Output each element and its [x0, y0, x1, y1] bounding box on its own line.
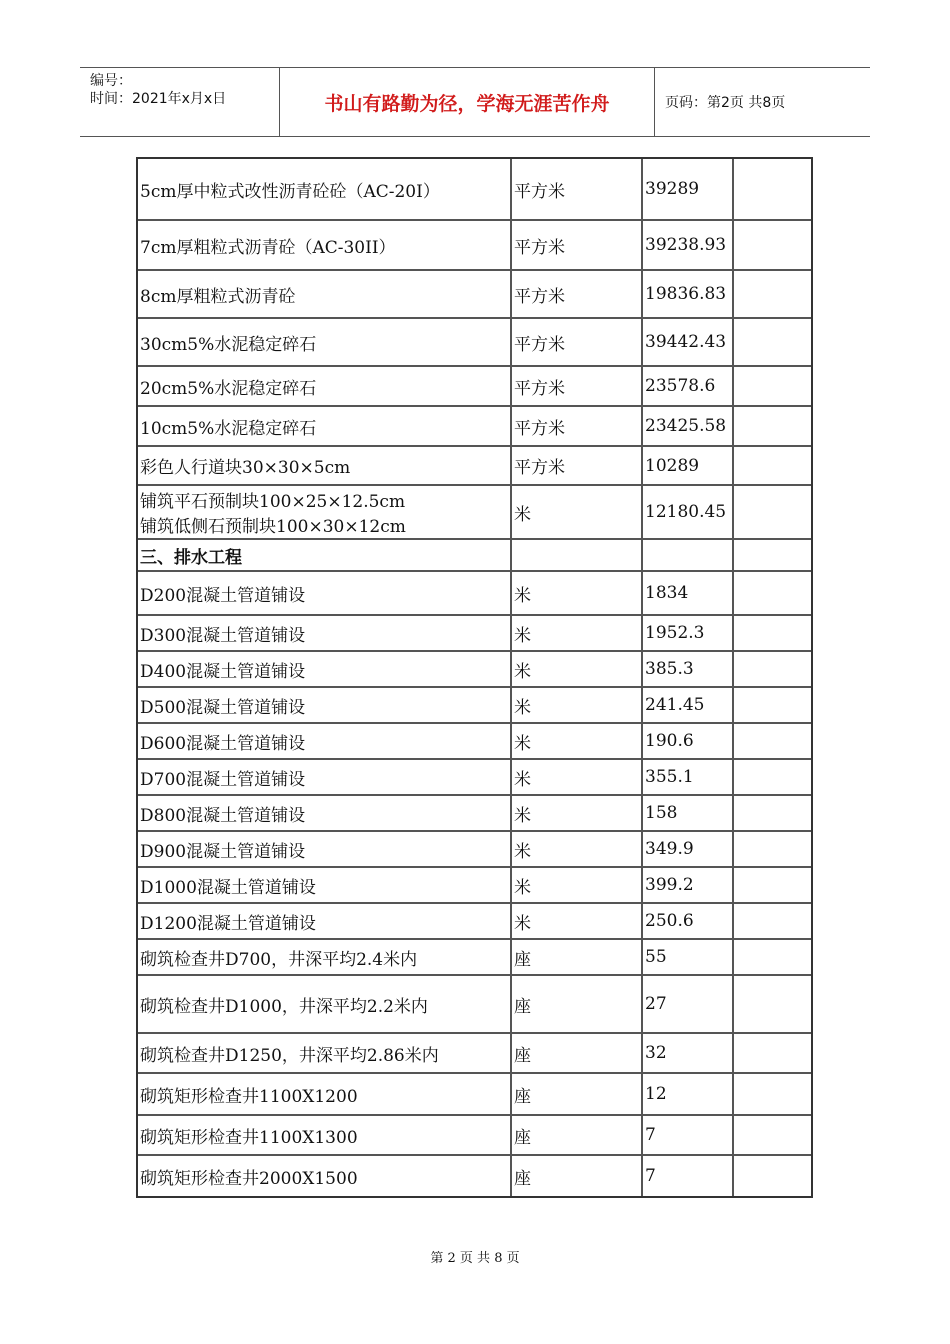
remark-cell	[734, 688, 811, 724]
quantity-cell: 23578.6	[643, 367, 734, 407]
unit-cell: 米	[512, 868, 643, 904]
remark-cell	[734, 796, 811, 832]
page-footer: 第 2 页 共 8 页	[430, 1251, 520, 1266]
item-name-cell	[138, 832, 512, 868]
item-name: D200混凝土管道铺设	[140, 585, 306, 606]
table-row	[138, 407, 811, 447]
quantity-cell: 1834	[643, 572, 734, 616]
quantity-cell: 23425.58	[643, 407, 734, 447]
item-name-cell	[138, 940, 512, 976]
item-name: 铺筑平石预制块100×25×12.5cm	[140, 492, 406, 512]
table-row	[138, 904, 811, 940]
unit-cell: 米	[512, 688, 643, 724]
item-name: 30cm5%水泥稳定碎石	[140, 334, 317, 355]
table-row	[138, 832, 811, 868]
table-row	[138, 221, 811, 271]
table-row	[138, 319, 811, 367]
item-name-cell	[138, 1156, 512, 1196]
remark-cell	[734, 319, 811, 367]
item-name: 砌筑矩形检查井1100X1300	[140, 1127, 358, 1148]
unit-cell: 米	[512, 724, 643, 760]
table-row	[138, 868, 811, 904]
unit-cell: 平方米	[512, 407, 643, 447]
quantity-cell: 7	[643, 1156, 734, 1196]
remark-cell	[734, 1116, 811, 1156]
remark-cell	[734, 1074, 811, 1116]
remark-cell	[734, 832, 811, 868]
quantity-cell: 250.6	[643, 904, 734, 940]
table-row	[138, 940, 811, 976]
table-row	[138, 688, 811, 724]
item-name-cell	[138, 447, 512, 486]
quantity-cell: 39442.43	[643, 319, 734, 367]
unit-cell: 平方米	[512, 367, 643, 407]
remark-cell	[734, 447, 811, 486]
quantity-cell: 32	[643, 1034, 734, 1074]
item-name: 5cm厚中粒式改性沥青砼砼（AC-20I）	[140, 181, 440, 202]
table-row	[138, 447, 811, 486]
item-name-cell	[138, 976, 512, 1034]
item-name: D1200混凝土管道铺设	[140, 913, 316, 934]
quantity-cell: 158	[643, 796, 734, 832]
item-name-cell	[138, 407, 512, 447]
item-name: 砌筑检查井D1250，井深平均2.86米内	[140, 1045, 439, 1066]
header-left	[80, 68, 280, 136]
item-name: 7cm厚粗粒式沥青砼（AC-30II）	[140, 237, 396, 258]
item-name: 10cm5%水泥稳定碎石	[140, 418, 317, 439]
unit-cell	[512, 540, 643, 572]
remark-cell	[734, 904, 811, 940]
unit-cell: 平方米	[512, 447, 643, 486]
item-name-cell	[138, 688, 512, 724]
quantity-cell: 190.6	[643, 724, 734, 760]
item-name-cell	[138, 221, 512, 271]
remark-cell	[734, 367, 811, 407]
item-name-cell	[138, 760, 512, 796]
item-name-line2: 铺筑低侧石预制块100×30×12cm	[140, 517, 406, 537]
item-name-cell	[138, 159, 512, 221]
item-name: D1000混凝土管道铺设	[140, 877, 316, 898]
quantity-cell: 12180.45	[643, 486, 734, 540]
table-row	[138, 760, 811, 796]
table-row	[138, 976, 811, 1034]
table-row	[138, 367, 811, 407]
table-body	[138, 159, 811, 1196]
table-row	[138, 616, 811, 652]
remark-cell	[734, 407, 811, 447]
quantity-cell: 39238.93	[643, 221, 734, 271]
quantity-cell: 39289	[643, 159, 734, 221]
unit-cell: 座	[512, 1116, 643, 1156]
item-name-cell	[138, 367, 512, 407]
quantity-cell: 1952.3	[643, 616, 734, 652]
remark-cell	[734, 868, 811, 904]
item-name: 砌筑检查井D1000，井深平均2.2米内	[140, 996, 428, 1017]
item-name: 8cm厚粗粒式沥青砼	[140, 286, 296, 307]
quantity-cell: 349.9	[643, 832, 734, 868]
item-name: D300混凝土管道铺设	[140, 625, 306, 646]
item-name-cell	[138, 1116, 512, 1156]
remark-cell	[734, 616, 811, 652]
item-name: 20cm5%水泥稳定碎石	[140, 378, 317, 399]
item-name-cell	[138, 271, 512, 319]
table-row	[138, 486, 811, 540]
unit-cell: 米	[512, 904, 643, 940]
item-name: D900混凝土管道铺设	[140, 841, 306, 862]
table-row	[138, 572, 811, 616]
item-name-cell	[138, 616, 512, 652]
remark-cell	[734, 760, 811, 796]
quantity-table	[136, 157, 813, 1198]
remark-cell	[734, 271, 811, 319]
quantity-cell: 7	[643, 1116, 734, 1156]
unit-cell: 座	[512, 940, 643, 976]
item-name-cell	[138, 572, 512, 616]
table-row	[138, 1074, 811, 1116]
table-row	[138, 796, 811, 832]
item-name-cell	[138, 724, 512, 760]
quantity-cell: 10289	[643, 447, 734, 486]
unit-cell: 米	[512, 616, 643, 652]
item-name: D800混凝土管道铺设	[140, 805, 306, 826]
remark-cell	[734, 572, 811, 616]
quantity-cell: 385.3	[643, 652, 734, 688]
unit-cell: 平方米	[512, 319, 643, 367]
number-label: 编号：	[90, 73, 132, 89]
date-label: 时间：2021年x月x日	[90, 91, 227, 107]
remark-cell	[734, 1156, 811, 1196]
quantity-cell: 27	[643, 976, 734, 1034]
unit-cell: 米	[512, 832, 643, 868]
table-row	[138, 159, 811, 221]
motto: 书山有路勤为径，学海无涯苦作舟	[280, 68, 655, 136]
unit-cell: 座	[512, 1156, 643, 1196]
remark-cell	[734, 976, 811, 1034]
item-name: 砌筑检查井D700，井深平均2.4米内	[140, 949, 418, 970]
item-name: 彩色人行道块30×30×5cm	[140, 458, 351, 478]
item-name-cell	[138, 1074, 512, 1116]
remark-cell	[734, 159, 811, 221]
item-name: 三、排水工程	[140, 547, 242, 568]
item-name: 砌筑矩形检查井1100X1200	[140, 1086, 358, 1107]
item-name-cell	[138, 540, 512, 572]
item-name-cell	[138, 486, 512, 540]
item-name-cell	[138, 868, 512, 904]
unit-cell: 座	[512, 1034, 643, 1074]
quantity-cell: 241.45	[643, 688, 734, 724]
table-row	[138, 271, 811, 319]
item-name: D400混凝土管道铺设	[140, 661, 306, 682]
item-name: D500混凝土管道铺设	[140, 697, 306, 718]
unit-cell: 座	[512, 1074, 643, 1116]
quantity-cell: 355.1	[643, 760, 734, 796]
table-row	[138, 652, 811, 688]
unit-cell: 米	[512, 486, 643, 540]
table-row	[138, 724, 811, 760]
unit-cell: 平方米	[512, 271, 643, 319]
item-name: 砌筑矩形检查井2000X1500	[140, 1168, 358, 1189]
table-row	[138, 1116, 811, 1156]
item-name: D600混凝土管道铺设	[140, 733, 306, 754]
remark-cell	[734, 940, 811, 976]
unit-cell: 平方米	[512, 159, 643, 221]
item-name-cell	[138, 652, 512, 688]
item-name-cell	[138, 796, 512, 832]
page-label: 页码：第2页 共8页	[665, 95, 786, 111]
unit-cell: 米	[512, 572, 643, 616]
unit-cell: 平方米	[512, 221, 643, 271]
table-row	[138, 1156, 811, 1196]
item-name-cell	[138, 1034, 512, 1074]
remark-cell	[734, 724, 811, 760]
quantity-cell	[643, 540, 734, 572]
quantity-cell: 19836.83	[643, 271, 734, 319]
remark-cell	[734, 1034, 811, 1074]
quantity-cell: 399.2	[643, 868, 734, 904]
remark-cell	[734, 540, 811, 572]
item-name-cell	[138, 319, 512, 367]
unit-cell: 米	[512, 760, 643, 796]
table-row	[138, 540, 811, 572]
item-name-cell	[138, 904, 512, 940]
item-name: D700混凝土管道铺设	[140, 769, 306, 790]
unit-cell: 米	[512, 652, 643, 688]
quantity-cell: 55	[643, 940, 734, 976]
unit-cell: 米	[512, 796, 643, 832]
page-header	[80, 67, 870, 137]
remark-cell	[734, 652, 811, 688]
unit-cell: 座	[512, 976, 643, 1034]
table-row	[138, 1034, 811, 1074]
remark-cell	[734, 221, 811, 271]
remark-cell	[734, 486, 811, 540]
quantity-cell: 12	[643, 1074, 734, 1116]
